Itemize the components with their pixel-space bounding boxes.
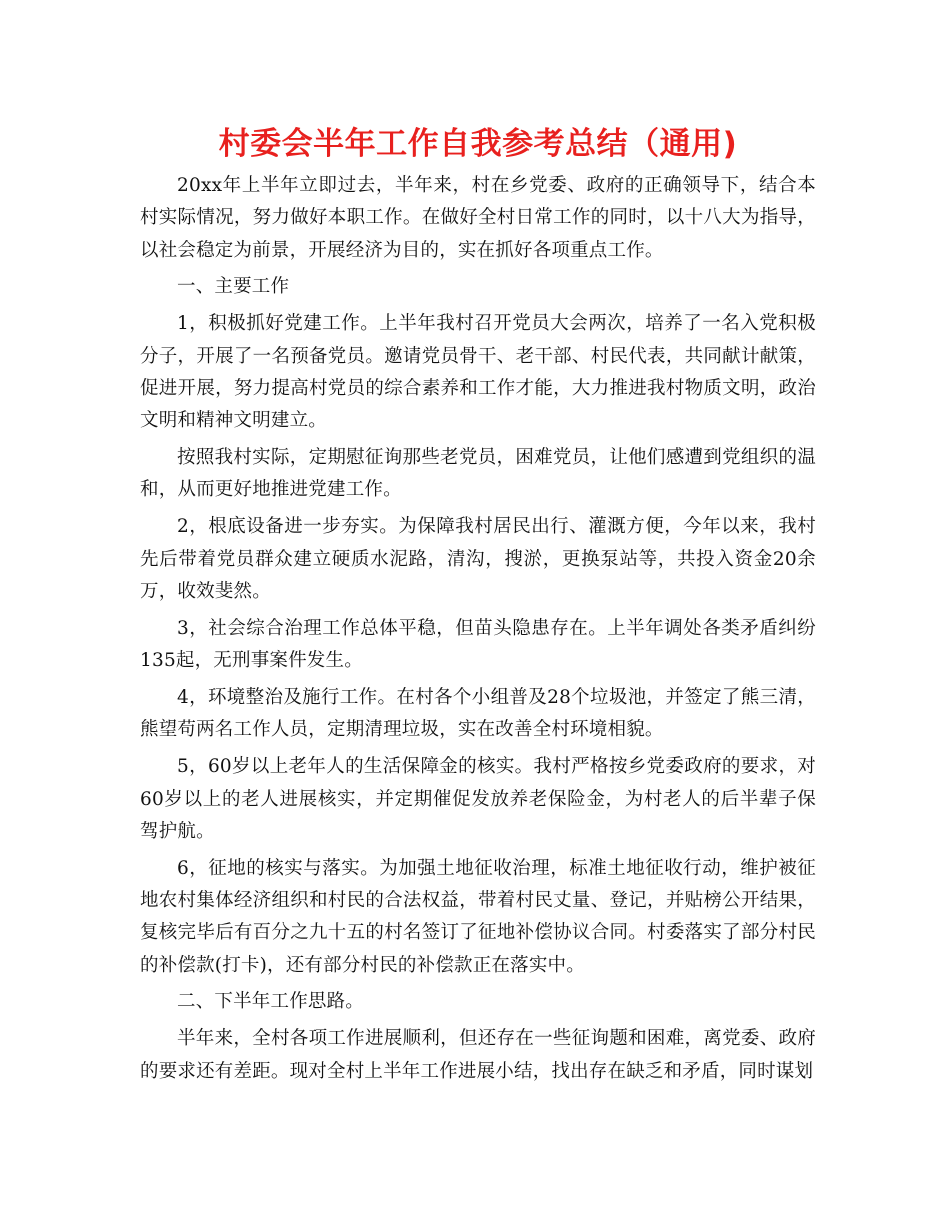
paragraph-item-2: 2，根底设备进一步夯实。为保障我村居民出行、灌溉方便，今年以来，我村先后带着党员群众建立硬质水泥路，清沟，搜淤，更换泵站等，共投入资金20余万，收效斐然。 — [140, 516, 816, 602]
paragraph-item-6: 6，征地的核实与落实。为加强土地征收治理，标准土地征收行动，维护被征地农村集体经济组织和村民的合法权益，带着村民丈量、登记，并贴榜公开结果，复核完毕后有百分之九十五的村名签订了征地补偿协议合同。村委落实了部分村民的补偿款(打卡)，还有部分村民的补偿款正在落实中。 — [140, 857, 816, 976]
section-heading-next-half: 二、下半年工作思路。 — [177, 991, 365, 1013]
document-page — [140, 118, 816, 1093]
paragraph-item-1-continued: 按照我村实际，定期慰征询那些老党员，困难党员，让他们感遭到党组织的温和，从而更好地推进党建工作。 — [140, 447, 816, 501]
section-heading-main-work: 一、主要工作 — [177, 276, 290, 298]
paragraph-item-3: 3，社会综合治理工作总体平稳，但苗头隐患存在。上半年调处各类矛盾纠纷135起，无刑事案件发生。 — [140, 617, 816, 672]
paragraph-item-4: 4，环境整治及施行工作。在村各个小组普及28个垃圾池，并签定了熊三清，熊望苟两名工作人员，定期清理垃圾，实在改善全村环境相貌。 — [140, 687, 816, 741]
paragraph-intro: 20xx年上半年立即过去，半年来，村在乡党委、政府的正确领导下，结合本村实际情况，努力做好本职工作。在做好全村日常工作的同时，以十八大为指导，以社会稳定为前景，开展经济为目的，实在抓好各项重点工作。 — [140, 175, 816, 261]
paragraph-item-5: 5，60岁以上老年人的生活保障金的核实。我村严格按乡党委政府的要求，对60岁以上的老人进展核实，并定期催促发放养老保险金，为村老人的后半辈子保驾护航。 — [140, 756, 816, 842]
document-title: 村委会半年工作自我参考总结（通用) — [218, 126, 738, 162]
paragraph-summary: 半年来，全村各项工作进展顺利，但还存在一些征询题和困难，离党委、政府的要求还有差距。现对全村上半年工作进展小结，找出存在缺乏和矛盾，同时谋划 — [140, 1028, 816, 1082]
paragraph-item-1: 1，积极抓好党建工作。上半年我村召开党员大会两次，培养了一名入党积极分子，开展了一名预备党员。邀请党员骨干、老干部、村民代表，共同献计献策，促进开展，努力提高村党员的综合素养和工作才能，大力推进我村物质文明，政治文明和精神文明建立。 — [140, 313, 816, 432]
